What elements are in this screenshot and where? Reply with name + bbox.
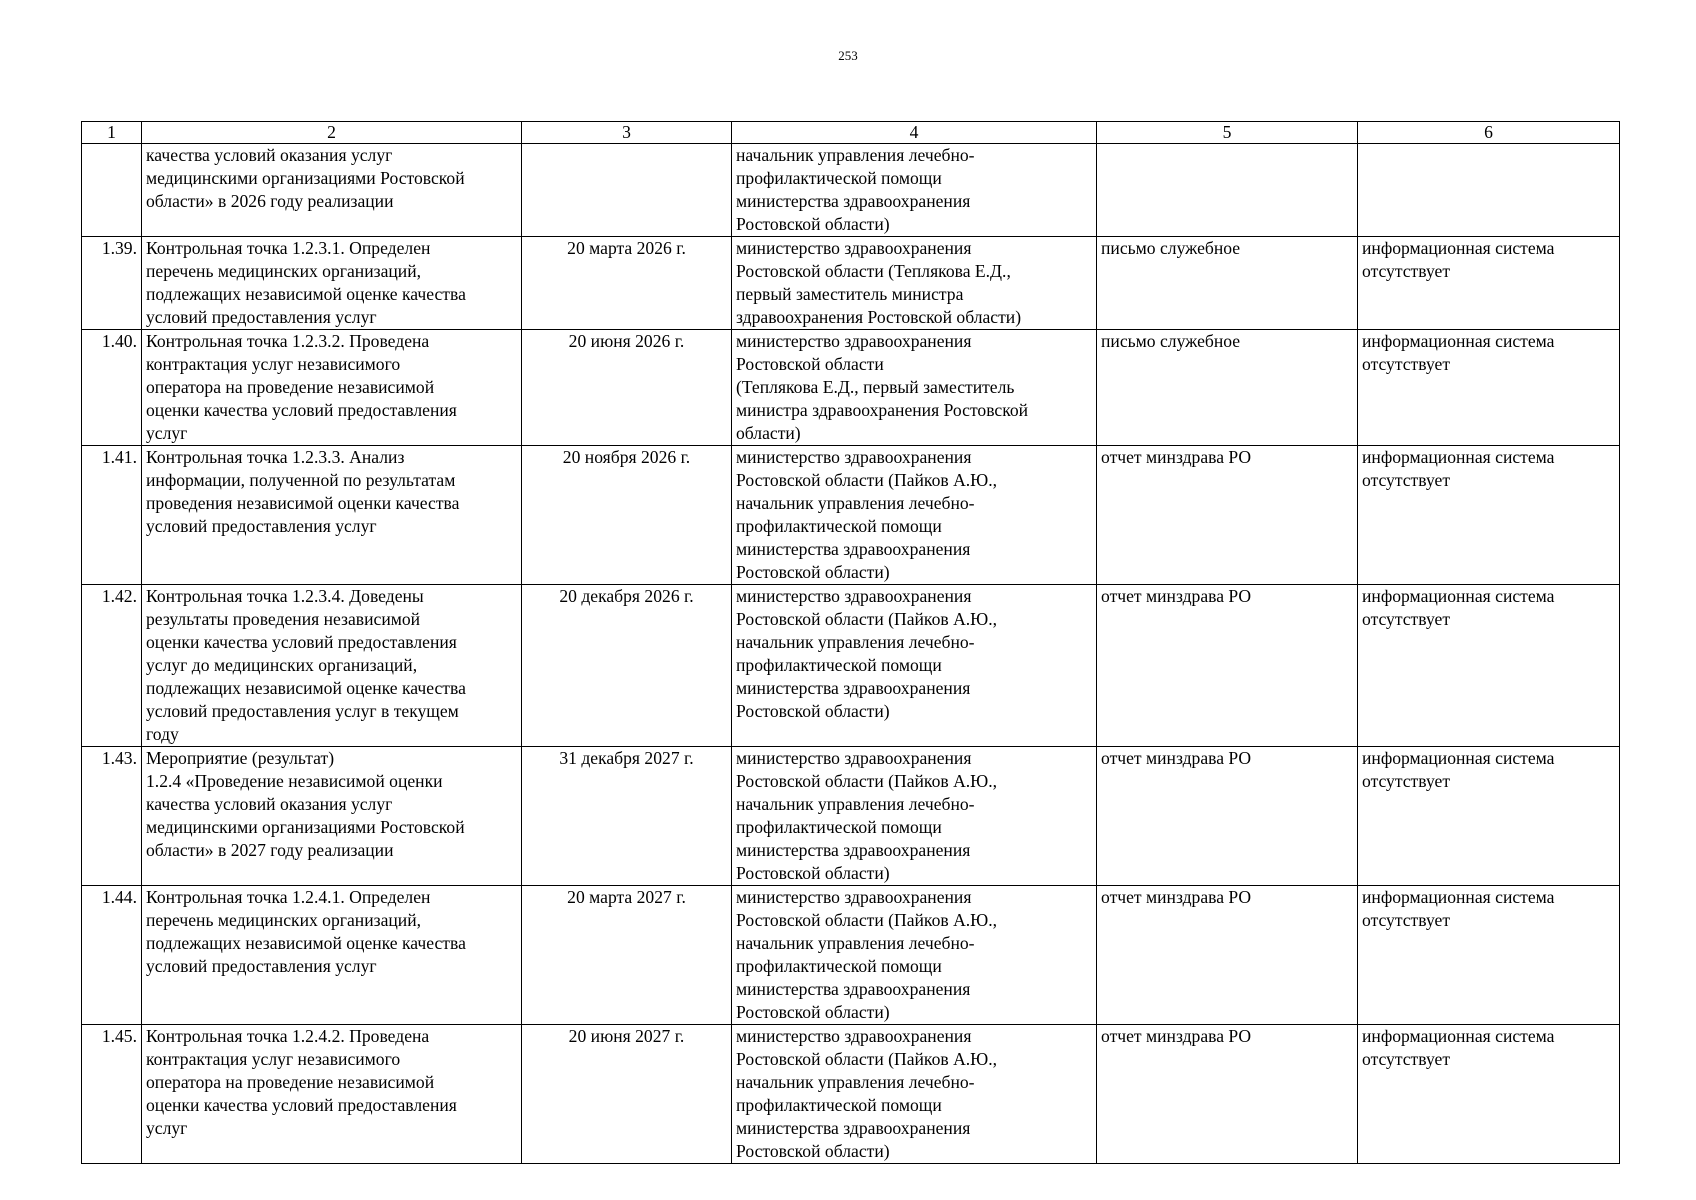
activity-name: Контрольная точка 1.2.3.2. Проведена контрактация услуг независимого оператора на проведение независимой оценки качества условий предоставления услуг [142,330,522,446]
confirming-document: отчет минздрава РО [1097,585,1358,747]
row-number: 1.43. [82,747,142,886]
activity-name: Мероприятие (результат) 1.2.4 «Проведение независимой оценки качества условий оказания услуг медицинскими организациями Ростовской области» в 2027 году реализации [142,747,522,886]
activity-name: Контрольная точка 1.2.3.1. Определен перечень медицинских организаций, подлежащих независимой оценке качества условий предоставления услуг [142,237,522,330]
table-row [82,446,1620,585]
responsible-executor: начальник управления лечебно- профилактической помощи министерства здравоохранения Ростовской области) [732,144,1097,237]
column-header: 5 [1097,122,1358,144]
confirming-document: письмо служебное [1097,237,1358,330]
column-header: 1 [82,122,142,144]
column-header: 2 [142,122,522,144]
responsible-executor: министерство здравоохранения Ростовской области (Теплякова Е.Д., первый заместитель министра здравоохранения Ростовской области) [732,330,1097,446]
row-number: 1.40. [82,330,142,446]
row-number: 1.41. [82,446,142,585]
information-system: информационная система отсутствует [1358,585,1620,747]
row-number [82,144,142,237]
activity-name: Контрольная точка 1.2.4.1. Определен перечень медицинских организаций, подлежащих независимой оценке качества условий предоставления услуг [142,886,522,1025]
deadline-date: 31 декабря 2027 г. [522,747,732,886]
confirming-document: отчет минздрава РО [1097,1025,1358,1164]
table-row [82,1025,1620,1164]
deadline-date: 20 июня 2027 г. [522,1025,732,1164]
activity-name: Контрольная точка 1.2.3.3. Анализ информации, полученной по результатам проведения независимой оценки качества условий предоставления услуг [142,446,522,585]
information-system: информационная система отсутствует [1358,446,1620,585]
information-system: информационная система отсутствует [1358,747,1620,886]
responsible-executor: министерство здравоохранения Ростовской области (Теплякова Е.Д., первый заместитель министра здравоохранения Ростовской области) [732,237,1097,330]
responsible-executor: министерство здравоохранения Ростовской области (Пайков А.Ю., начальник управления лечебно- профилактической помощи министерства здравоохранения Ростовской области) [732,747,1097,886]
confirming-document: отчет минздрава РО [1097,747,1358,886]
information-system: информационная система отсутствует [1358,1025,1620,1164]
column-number-row [82,122,1620,144]
information-system [1358,144,1620,237]
table-row [82,585,1620,747]
row-number: 1.42. [82,585,142,747]
deadline-date [522,144,732,237]
confirming-document: письмо служебное [1097,330,1358,446]
activity-name: качества условий оказания услуг медицинскими организациями Ростовской области» в 2026 году реализации [142,144,522,237]
responsible-executor: министерство здравоохранения Ростовской области (Пайков А.Ю., начальник управления лечебно- профилактической помощи министерства здравоохранения Ростовской области) [732,886,1097,1025]
information-system: информационная система отсутствует [1358,886,1620,1025]
deadline-date: 20 марта 2026 г. [522,237,732,330]
table-row [82,330,1620,446]
responsible-executor: министерство здравоохранения Ростовской области (Пайков А.Ю., начальник управления лечебно- профилактической помощи министерства здравоохранения Ростовской области) [732,446,1097,585]
row-number: 1.45. [82,1025,142,1164]
responsible-executor: министерство здравоохранения Ростовской области (Пайков А.Ю., начальник управления лечебно- профилактической помощи министерства здравоохранения Ростовской области) [732,1025,1097,1164]
column-header: 4 [732,122,1097,144]
table-row [82,886,1620,1025]
activity-name: Контрольная точка 1.2.3.4. Доведены результаты проведения независимой оценки качества условий предоставления услуг до медицинских организаций, подлежащих независимой оценке качества условий предоставления услуг в текущем году [142,585,522,747]
responsible-executor: министерство здравоохранения Ростовской области (Пайков А.Ю., начальник управления лечебно- профилактической помощи министерства здравоохранения Ростовской области) [732,585,1097,747]
row-number: 1.39. [82,237,142,330]
deadline-date: 20 ноября 2026 г. [522,446,732,585]
table-row [82,237,1620,330]
control-points-table [81,121,1620,1164]
deadline-date: 20 декабря 2026 г. [522,585,732,747]
information-system: информационная система отсутствует [1358,330,1620,446]
confirming-document [1097,144,1358,237]
information-system: информационная система отсутствует [1358,237,1620,330]
page-number: 253 [838,48,858,63]
row-number: 1.44. [82,886,142,1025]
confirming-document: отчет минздрава РО [1097,446,1358,585]
deadline-date: 20 июня 2026 г. [522,330,732,446]
confirming-document: отчет минздрава РО [1097,886,1358,1025]
activity-name: Контрольная точка 1.2.4.2. Проведена контрактация услуг независимого оператора на проведение независимой оценки качества условий предоставления услуг [142,1025,522,1164]
column-header: 3 [522,122,732,144]
column-header: 6 [1358,122,1620,144]
table-row [82,144,1620,237]
deadline-date: 20 марта 2027 г. [522,886,732,1025]
table-row [82,747,1620,886]
